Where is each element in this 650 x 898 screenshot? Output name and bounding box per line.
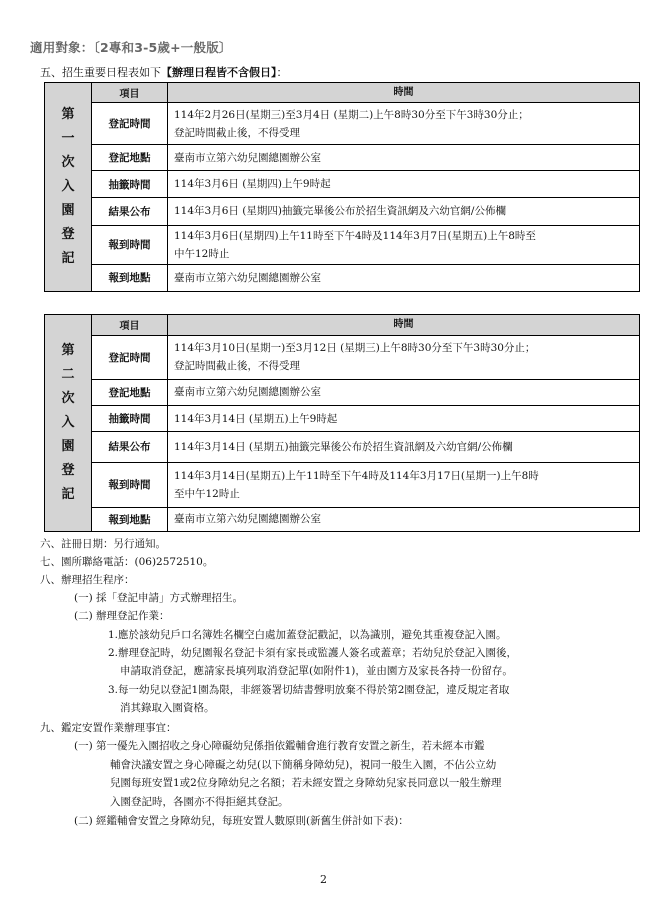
row-key: 報到時間	[92, 226, 168, 264]
row-key: 登記時間	[92, 336, 168, 379]
row-line: 114年3月6日 (星期四)上午9時起	[174, 178, 331, 190]
applies-to-label: 適用對象：〔2專和3-5歲+一般版〕	[30, 40, 232, 55]
table-row	[92, 380, 639, 406]
section-8-item-2: (二) 辦理登記作業：	[74, 610, 170, 622]
section-9-item-1-cont: 入園登記時，各園亦不得拒絕其登記。	[110, 796, 289, 808]
section-8: 八、辦理招生程序：	[40, 574, 135, 586]
phase-2-label-char: 園	[61, 439, 75, 454]
row-key: 報到地點	[92, 508, 168, 531]
section-8-2-3: 3.每一幼兒以登記1園為限，非經簽署切結書聲明放棄不得於第2園登記，違反規定者取	[108, 684, 510, 696]
table-row	[92, 406, 639, 432]
row-value	[168, 171, 639, 196]
section-9-item-2: (二) 經鑑輔會安置之身障幼兒，每班安置人數原則(新舊生併計如下表)：	[74, 815, 409, 827]
section-6: 六、註冊日期：另行通知。	[40, 538, 166, 550]
row-key: 抽籤時間	[92, 171, 168, 196]
phase-1-label-char: 一	[61, 131, 75, 146]
row-line: 114年3月10日(星期一)至3月12日 (星期三)上午8時30分至下午3時30分止；	[174, 342, 536, 355]
row-value	[168, 380, 639, 405]
section-8-item-1: (一) 採「登記申請」方式辦理招生。	[74, 592, 244, 604]
section-5-heading	[40, 64, 288, 80]
table-row	[92, 171, 639, 197]
section-8-2-2-cont: 申請取消登記，應請家長填列取消登記單(如附件1)，並由園方及家長各持一份留存。	[120, 665, 513, 677]
table-row	[92, 103, 639, 145]
row-value	[168, 508, 639, 531]
phase-1-label-char: 第	[61, 107, 75, 122]
table-row	[92, 336, 639, 380]
row-line: 114年3月6日(星期四)上午11時至下午4時及114年3月7日(星期五)上午8時至	[174, 229, 536, 242]
phase-2-label-char: 入	[61, 415, 75, 430]
row-key: 結果公布	[92, 198, 168, 225]
phase-2-label-char: 第	[61, 343, 75, 358]
phase-2-label-char: 記	[61, 487, 75, 502]
row-line: 臺南市立第六幼兒園總園辦公室	[174, 386, 321, 399]
table-row	[92, 432, 639, 462]
row-key: 登記地點	[92, 380, 168, 405]
table-row	[92, 198, 639, 226]
section-9-item-1-cont: 輔會決議安置之身心障礙之幼兒(以下簡稱身障幼兒)，視同一般生入園，不佔公立幼	[110, 759, 497, 771]
row-line: 登記時間截止後，不得受理	[174, 360, 300, 373]
header-time: 時間	[393, 86, 414, 98]
table-header-row	[92, 83, 639, 103]
phase-1-schedule-table	[44, 82, 640, 292]
phase-1-label-char: 記	[61, 251, 75, 266]
row-key: 登記地點	[92, 145, 168, 170]
section-9: 九、鑑定安置作業辦理事宜：	[40, 722, 177, 734]
row-line: 114年3月14日 (星期五)抽籤完畢後公布於招生資訊網及六幼官網/公佈欄	[174, 440, 513, 453]
phase-1-label-char: 入	[61, 179, 75, 194]
row-value	[168, 145, 639, 170]
row-line: 登記時間截止後，不得受理	[174, 126, 300, 139]
phase-2-label-char: 次	[61, 391, 75, 406]
row-line: 臺南市立第六幼兒園總園辦公室	[174, 271, 321, 284]
row-line: 114年3月14日(星期五)上午11時至下午4時及114年3月17日(星期一)上午8時	[174, 469, 539, 482]
header-time: 時間	[393, 318, 414, 330]
row-line: 臺南市立第六幼兒園總園辦公室	[174, 513, 321, 526]
phase-2-label-char: 登	[61, 463, 75, 478]
section-5-prefix: 五、招生重要日程表如下	[40, 66, 161, 79]
phase-1-label-char: 登	[61, 227, 75, 242]
section-7: 七、園所聯絡電話：(06)2572510。	[40, 556, 214, 568]
section-8-2-1: 1.應於該幼兒戶口名簿姓名欄空白處加蓋登記戳記，以為識別，避免其重複登記入園。	[108, 629, 507, 641]
section-5-emphasis: 【辦理日程皆不含假日】	[161, 66, 277, 79]
table-row	[92, 226, 639, 265]
phase-1-label	[45, 83, 92, 291]
row-line: 至中午12時止	[174, 487, 240, 500]
section-9-item-1: (一) 第一優先入園招收之身心障礙幼兒係指依鑑輔會進行教育安置之新生，若未經本市鑑	[74, 740, 485, 752]
header-item: 項目	[92, 83, 168, 102]
row-value	[168, 265, 639, 291]
row-key: 報到地點	[92, 265, 168, 291]
phase-1-label-char: 園	[61, 203, 75, 218]
row-value	[168, 226, 639, 264]
row-value	[168, 463, 639, 507]
section-8-2-3-cont: 消其錄取入園資格。	[120, 702, 215, 714]
row-line: 臺南市立第六幼兒園總園辦公室	[174, 151, 321, 164]
section-9-item-1-cont: 兒園每班安置1或2位身障幼兒之名額；若未經安置之身障幼兒家長同意以一般生辦理	[110, 777, 502, 789]
phase-1-label-char: 次	[61, 155, 75, 170]
row-value	[168, 198, 639, 225]
row-line: 114年3月14日 (星期五)上午9時起	[174, 412, 338, 425]
row-value	[168, 406, 639, 431]
header-item: 項目	[92, 315, 168, 335]
row-value	[168, 432, 639, 461]
row-value	[168, 336, 639, 379]
table-row	[92, 265, 639, 291]
row-key: 結果公布	[92, 432, 168, 461]
row-line: 114年3月6日 (星期四)抽籤完畢後公布於招生資訊網及六幼官網/公佈欄	[174, 205, 506, 218]
row-key: 抽籤時間	[92, 406, 168, 431]
section-5-suffix: ：	[276, 66, 288, 79]
section-8-2-2: 2.辦理登記時，幼兒園報名登記卡須有家長或監護人簽名或蓋章；若幼兒於登記入園後，	[108, 647, 518, 659]
phase-2-label-char: 二	[61, 367, 75, 382]
table-header-row	[92, 315, 639, 336]
phase-2-schedule-table	[44, 314, 640, 532]
row-line: 中午12時止	[174, 247, 230, 260]
page-number: 2	[320, 873, 327, 886]
table-row	[92, 463, 639, 508]
row-key: 報到時間	[92, 463, 168, 507]
phase-2-label	[45, 315, 92, 531]
row-key: 登記時間	[92, 103, 168, 144]
table-row	[92, 145, 639, 171]
table-row	[92, 508, 639, 531]
row-value	[168, 103, 639, 144]
row-line: 114年2月26日(星期三)至3月4日 (星期二)上午8時30分至下午3時30分止；	[174, 108, 529, 121]
